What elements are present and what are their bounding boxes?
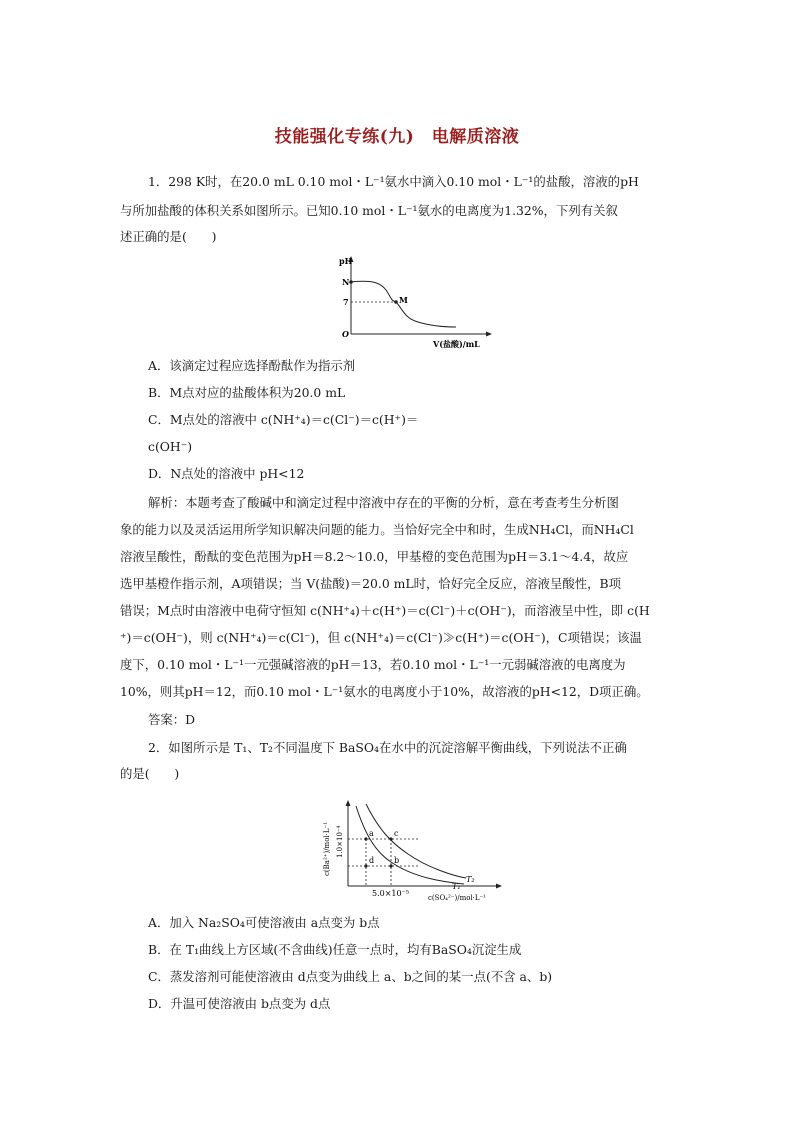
x-axis-label: c(SO₄²⁻)/mol·L⁻¹	[428, 894, 487, 902]
q1-stem-line-2: 与所加盐酸的体积关系如图所示。已知0.10 mol・L⁻¹氨水的电离度为1.32%，下列有关叙	[120, 203, 618, 218]
y-axis-arrow	[346, 800, 351, 806]
c-label: c	[394, 829, 399, 838]
a-label: a	[369, 829, 374, 838]
point-n	[349, 280, 353, 284]
t2-label: T₂	[466, 875, 475, 884]
seven-label: 7	[343, 297, 349, 307]
b-label: b	[394, 856, 400, 865]
analysis-line-6: ⁺)＝c(OH⁻)，则 c(NH⁺₄)＝c(Cl⁻)，但 c(NH⁺₄)＝c(Cl⁻)≫c(H⁺)＝c(OH⁻)，C项错误；该温	[120, 630, 642, 645]
x-tick-label: 5.0×10⁻⁵	[372, 889, 410, 898]
analysis-line-2: 象的能力以及灵活运用所学知识解决问题的能力。当恰好完全中和时，生成NH₄Cl，而NH₄Cl	[120, 522, 634, 537]
curve-t2	[366, 804, 466, 878]
point-b	[389, 864, 392, 867]
q1-titration-graph	[336, 252, 496, 350]
q2-option-c: C．蒸发溶剂可能使溶液由 d点变为曲线上 a、b之间的某一点(不含 a、b)	[148, 969, 553, 984]
q2-stem-line-2: 的是( )	[120, 766, 180, 781]
m-label: M	[399, 295, 408, 305]
q2-stem-line-1: 2．如图所示是 T₁、T₂不同温度下 BaSO₄在水中的沉淀溶解平衡曲线，下列说法不正确	[148, 740, 627, 755]
q1-option-d: D．N点处的溶液中 pH<12	[148, 466, 305, 481]
y-tick-label: 1.0×10⁻⁴	[336, 825, 344, 858]
q1-option-c-line-2: c(OH⁻)	[148, 439, 193, 454]
x-axis-arrow	[486, 332, 492, 337]
q2-option-a: A．加入 Na₂SO₄可使溶液由 a点变为 b点	[148, 915, 380, 930]
analysis-line-5: 错误；M点时由溶液中电荷守恒知 c(NH⁺₄)＋c(H⁺)＝c(Cl⁻)＋c(OH⁻)，而溶液呈中性，即 c(H	[120, 603, 650, 618]
q1-titration-figure	[336, 252, 496, 350]
page-title: 技能强化专练(九) 电解质溶液	[274, 127, 520, 147]
point-d	[364, 864, 367, 867]
d-label: d	[369, 856, 375, 865]
analysis-line-3: 溶液呈酸性，酚酞的变色范围为pH＝8.2～10.0，甲基橙的变色范围为pH＝3.1～4.4，故应	[120, 549, 629, 564]
n-label: N	[342, 277, 350, 287]
analysis-line-8: 10%，则其pH＝12，而0.10 mol・L⁻¹氨水的电离度小于10%，故溶液的pH<12，D项正确。	[120, 684, 649, 699]
analysis-line-4: 选甲基橙作指示剂，A项错误；当 V(盐酸)＝20.0 mL时，恰好完全反应，溶液呈酸性，B项	[120, 576, 622, 591]
q1-option-a: A．该滴定过程应选择酚酞作为指示剂	[148, 358, 356, 373]
x-axis-arrow	[496, 884, 502, 889]
q2-option-b: B．在 T₁曲线上方区域(不含曲线)任意一点时，均有BaSO₄沉淀生成	[148, 942, 522, 957]
y-axis-label: pH	[339, 256, 353, 266]
point-c	[389, 837, 392, 840]
origin-label: O	[342, 329, 349, 339]
answer-line: 答案：D	[148, 712, 196, 727]
curve-t1	[356, 806, 464, 884]
point-a	[364, 837, 367, 840]
y-axis-label: c(Ba²⁺)/mol·L⁻¹	[323, 821, 331, 876]
q2-solubility-figure	[316, 796, 506, 902]
t1-label: T₁	[452, 882, 461, 891]
analysis-line-1: 解析：本题考查了酸碱中和滴定过程中溶液中存在的平衡的分析，意在考查考生分析图	[148, 495, 619, 510]
q2-option-d: D．升温可使溶液由 b点变为 d点	[148, 996, 331, 1011]
q1-option-b: B．M点对应的盐酸体积为20.0 mL	[148, 385, 346, 400]
q2-solubility-graph	[316, 796, 506, 902]
point-m	[394, 300, 398, 304]
q1-stem-line-3: 述正确的是( )	[120, 229, 217, 244]
analysis-line-7: 度下，0.10 mol・L⁻¹一元强碱溶液的pH＝13，若0.10 mol・L⁻¹一元弱碱溶液的电离度为	[120, 657, 626, 672]
q1-stem-line-1: 1．298 K时，在20.0 mL 0.10 mol・L⁻¹氨水中滴入0.10 mol・L⁻¹的盐酸，溶液的pH	[148, 174, 639, 189]
q1-option-c-line-1: C．M点处的溶液中 c(NH⁺₄)＝c(Cl⁻)＝c(H⁺)＝	[148, 412, 419, 427]
x-axis-label: V(盐酸)/mL	[433, 339, 480, 349]
